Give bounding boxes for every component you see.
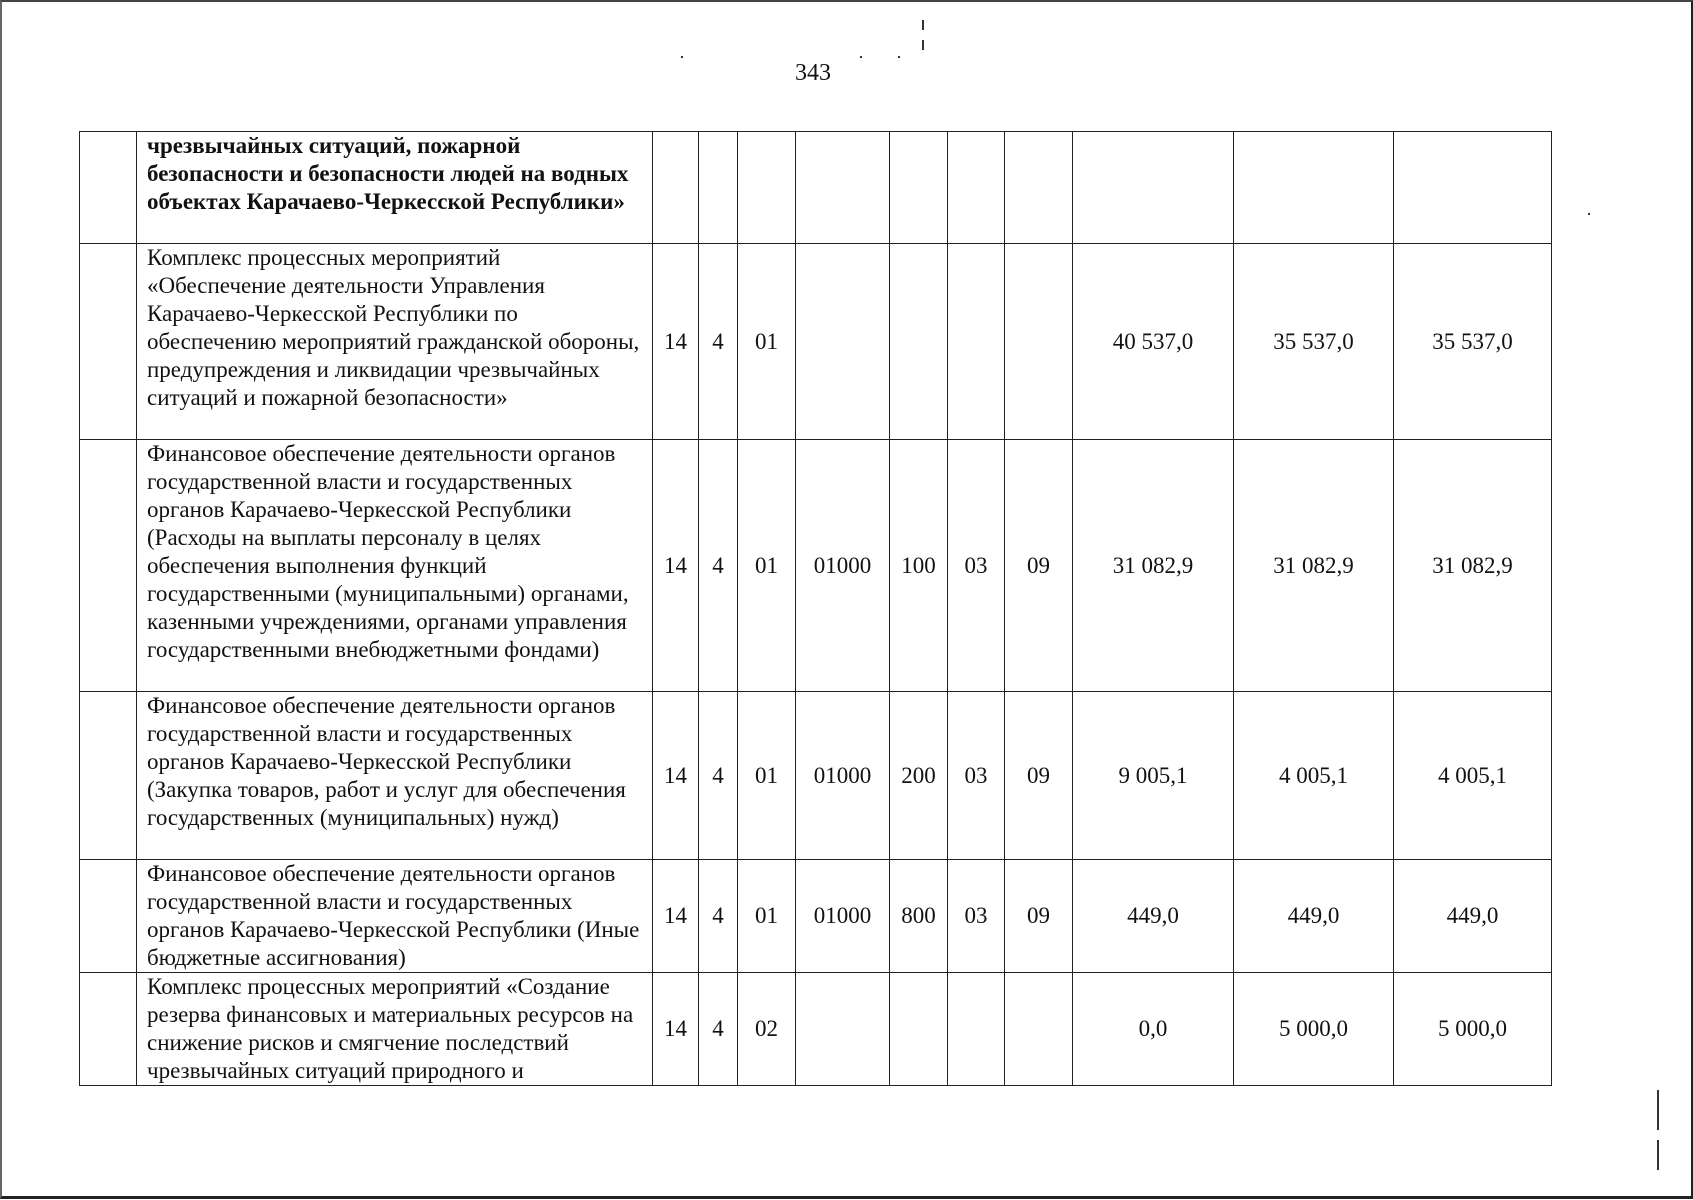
table-row [80,973,1552,1086]
code-cell [890,244,948,440]
scan-speck [1588,213,1590,215]
code-cell: 03 [948,692,1005,860]
row-number-cell [80,244,137,440]
code-cell [1005,973,1073,1086]
amount-cell: 40 537,0 [1073,244,1234,440]
budget-table [79,131,1552,1086]
amount-cell: 9 005,1 [1073,692,1234,860]
code-cell: 03 [948,440,1005,692]
row-number-cell [80,973,137,1086]
scan-speck [1657,1090,1659,1130]
amount-cell: 0,0 [1073,973,1234,1086]
code-cell: 03 [948,860,1005,973]
row-description: Финансовое обеспечение деятельности органов государственной власти и государственных органов Карачаево-Черкесской Республики (Иные бюджетные ассигнования) [137,860,653,973]
code-cell: 800 [890,860,948,973]
table-row [80,860,1552,973]
code-cell [948,973,1005,1086]
amount-cell [1073,132,1234,244]
amount-cell: 449,0 [1234,860,1394,973]
code-cell: 01 [738,860,796,973]
scan-speck [681,56,683,58]
code-cell: 200 [890,692,948,860]
amount-cell: 31 082,9 [1394,440,1552,692]
code-cell: 09 [1005,692,1073,860]
code-cell: 4 [699,244,738,440]
page-number: 343 [795,60,831,86]
amount-cell: 35 537,0 [1394,244,1552,440]
code-cell: 14 [653,860,699,973]
amount-cell: 5 000,0 [1234,973,1394,1086]
amount-cell: 4 005,1 [1234,692,1394,860]
code-cell: 14 [653,692,699,860]
amount-cell: 449,0 [1073,860,1234,973]
code-cell: 01000 [796,440,890,692]
code-cell: 14 [653,973,699,1086]
amount-cell: 31 082,9 [1073,440,1234,692]
code-cell: 01000 [796,692,890,860]
code-cell: 01000 [796,860,890,973]
code-cell: 100 [890,440,948,692]
code-cell [653,132,699,244]
scan-speck [860,56,862,58]
code-cell: 14 [653,244,699,440]
row-number-cell [80,132,137,244]
table-row [80,244,1552,440]
row-number-cell [80,860,137,973]
table-row [80,132,1552,244]
amount-cell: 449,0 [1394,860,1552,973]
table-row [80,440,1552,692]
code-cell [1005,244,1073,440]
code-cell [796,973,890,1086]
row-description: Финансовое обеспечение деятельности органов государственной власти и государственных органов Карачаево-Черкесской Республики (Расходы на выплаты персоналу в целях обеспечения выполнения функций государственными (муниципальными) органами, казенными учреждениями, органами управления государственными внебюджетными фондами) [137,440,653,692]
amount-cell [1234,132,1394,244]
row-number-cell [80,692,137,860]
code-cell: 02 [738,973,796,1086]
row-number-cell [80,440,137,692]
row-description: чрезвычайных ситуаций, пожарной безопасности и безопасности людей на водных объектах Карачаево-Черкесской Республики» [137,132,653,244]
scan-speck [1657,1140,1659,1170]
table-row [80,692,1552,860]
code-cell: 4 [699,692,738,860]
code-cell: 4 [699,860,738,973]
code-cell [796,244,890,440]
code-cell: 09 [1005,440,1073,692]
amount-cell [1394,132,1552,244]
code-cell: 01 [738,244,796,440]
code-cell [699,132,738,244]
code-cell [948,244,1005,440]
row-description: Комплекс процессных мероприятий «Обеспечение деятельности Управления Карачаево-Черкесской Республики по обеспечению мероприятий гражданской обороны, предупреждения и ликвидации чрезвычайных ситуаций и пожарной безопасности» [137,244,653,440]
code-cell: 01 [738,692,796,860]
row-description: Комплекс процессных мероприятий «Создание резерва финансовых и материальных ресурсов на снижение рисков и смягчение последствий чрезвычайных ситуаций природного и [137,973,653,1086]
scan-speck [922,20,924,30]
code-cell [738,132,796,244]
code-cell [890,132,948,244]
code-cell [948,132,1005,244]
amount-cell: 4 005,1 [1394,692,1552,860]
code-cell [1005,132,1073,244]
code-cell: 4 [699,973,738,1086]
code-cell: 01 [738,440,796,692]
code-cell [796,132,890,244]
row-description: Финансовое обеспечение деятельности органов государственной власти и государственных органов Карачаево-Черкесской Республики (Закупка товаров, работ и услуг для обеспечения государственных (муниципальных) нужд) [137,692,653,860]
scan-speck [922,40,924,50]
amount-cell: 35 537,0 [1234,244,1394,440]
scan-speck [898,56,900,58]
code-cell: 14 [653,440,699,692]
code-cell: 4 [699,440,738,692]
code-cell [890,973,948,1086]
amount-cell: 5 000,0 [1394,973,1552,1086]
amount-cell: 31 082,9 [1234,440,1394,692]
code-cell: 09 [1005,860,1073,973]
